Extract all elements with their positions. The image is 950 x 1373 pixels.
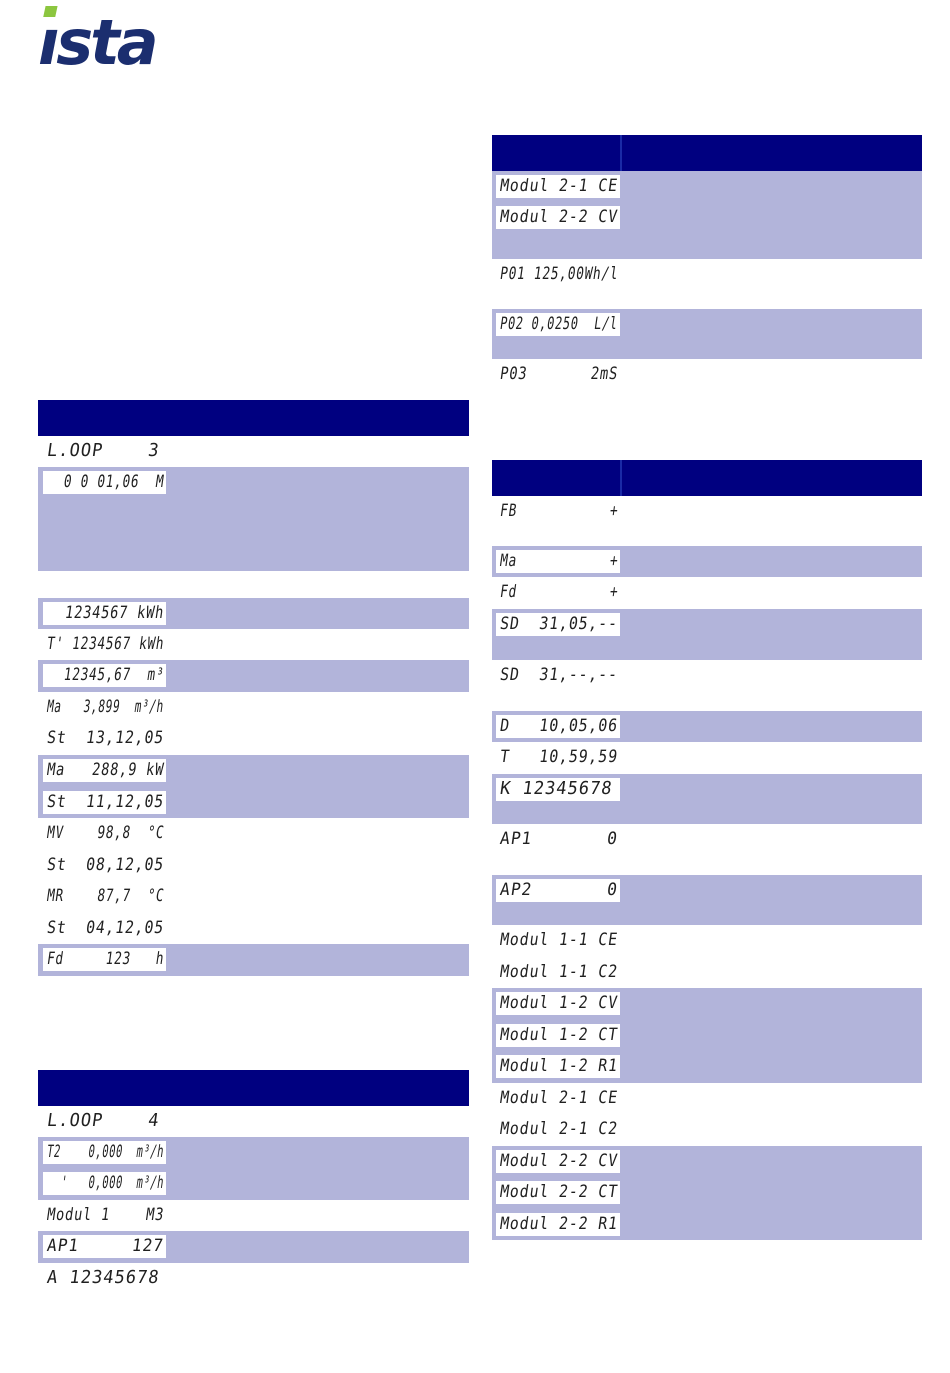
lcd-display-text: P01 125,00Wh/l <box>498 264 620 284</box>
table-row <box>492 824 922 875</box>
table-row <box>492 1051 922 1083</box>
lcd-display-text: Modul 2-2 CV <box>496 1150 620 1173</box>
table-body <box>492 171 922 390</box>
lcd-display-text: Modul 1-2 CT <box>496 1024 620 1047</box>
table-row <box>492 742 922 774</box>
table-row <box>492 660 922 711</box>
lcd-display-text: Modul 2-2 CT <box>496 1181 620 1204</box>
lcd-display-text: St 08,12,05 <box>45 855 166 875</box>
table-row <box>492 711 922 742</box>
table-row <box>492 202 922 259</box>
table-row <box>492 1020 922 1051</box>
lcd-display-text: Ma 3,899 m³/h <box>45 697 166 717</box>
lcd-display-text: P02 0,0250 L/l <box>496 313 620 336</box>
lcd-display-text: AP2 0 <box>496 879 620 902</box>
table-row <box>492 988 922 1020</box>
table-header <box>492 135 922 171</box>
table-row <box>492 171 922 202</box>
lcd-display-text: Modul 1-1 C2 <box>498 962 620 982</box>
lcd-display-text: L.OOP 4 <box>45 1110 161 1132</box>
table-row <box>492 1146 922 1177</box>
left-table-loop-3 <box>38 400 469 976</box>
table-row <box>492 774 922 824</box>
lcd-display-text: St 04,12,05 <box>45 918 166 938</box>
table-row <box>38 1168 469 1200</box>
lcd-display-text: Modul 1-2 R1 <box>496 1055 620 1078</box>
lcd-display-text: St 13,12,05 <box>45 728 166 748</box>
lcd-display-text: MR 87,7 °C <box>45 886 166 906</box>
table-row <box>492 309 922 359</box>
lcd-display-text: T 10,59,59 <box>498 747 620 767</box>
table-row <box>492 875 922 925</box>
table-row <box>38 1137 469 1168</box>
lcd-display-text: Modul 2-2 CV <box>496 206 620 229</box>
table-body <box>492 496 922 1240</box>
table-row <box>492 577 922 609</box>
ista-logo <box>38 4 180 68</box>
table-row <box>492 957 922 988</box>
right-table-pulse <box>492 135 922 390</box>
lcd-display-text: St 11,12,05 <box>43 791 166 814</box>
lcd-display-text: K 12345678 <box>496 778 620 801</box>
lcd-display-text: A 12345678 <box>45 1267 161 1289</box>
table-row <box>492 925 922 957</box>
table-row <box>492 359 922 390</box>
lcd-display-text: 0 0 01,06 M <box>43 471 166 494</box>
lcd-display-text: Modul 2-1 C2 <box>498 1119 620 1139</box>
table-row <box>38 850 469 881</box>
table-row <box>492 1083 922 1114</box>
lcd-display-text: 1234567 kWh <box>43 602 166 625</box>
table-row <box>38 1263 469 1294</box>
table-row <box>38 629 469 660</box>
table-row <box>38 755 469 787</box>
table-body <box>38 436 469 976</box>
lcd-display-text: T2 0,000 m³/h <box>43 1141 166 1164</box>
lcd-display-text: SD 31,05,-- <box>496 613 620 636</box>
table-row <box>38 818 469 850</box>
table-row <box>38 1200 469 1231</box>
table-row <box>38 787 469 818</box>
table-row <box>492 609 922 660</box>
lcd-display-text: Modul 1-1 CE <box>498 930 620 950</box>
lcd-display-text: Fd 123 h <box>43 948 166 971</box>
right-table-service <box>492 460 922 1240</box>
lcd-display-text: T' 1234567 kWh <box>45 634 166 654</box>
lcd-display-text: Modul 2-1 CE <box>496 175 620 198</box>
table-body <box>38 1106 469 1294</box>
table-header <box>492 460 922 496</box>
table-row <box>38 913 469 944</box>
lcd-display-text: MV 98,8 °C <box>45 823 166 843</box>
lcd-display-text: 12345,67 m³ <box>43 664 166 687</box>
table-row <box>38 660 469 692</box>
lcd-display-text: Ma + <box>496 550 620 573</box>
table-row <box>492 546 922 577</box>
table-row <box>38 571 469 598</box>
lcd-display-text: D 10,05,06 <box>496 715 620 738</box>
lcd-display-text: P03 2mS <box>498 364 620 384</box>
lcd-display-text: Modul 1 M3 <box>45 1205 166 1225</box>
table-row <box>38 881 469 913</box>
lcd-display-text: ' 0,000 m³/h <box>43 1172 166 1195</box>
lcd-display-text: Ma 288,9 kW <box>43 759 166 782</box>
table-row <box>492 259 922 309</box>
lcd-display-text: Modul 2-2 R1 <box>496 1213 620 1236</box>
table-row <box>492 1209 922 1240</box>
table-row <box>38 467 469 571</box>
lcd-display-text: AP1 0 <box>498 829 620 849</box>
lcd-display-text: Fd + <box>498 582 620 602</box>
table-row <box>38 723 469 755</box>
lcd-display-text: SD 31,--,-- <box>498 665 620 685</box>
lcd-display-text: Modul 2-1 CE <box>498 1088 620 1108</box>
logo-text: ısta <box>38 6 156 68</box>
table-row <box>38 1231 469 1263</box>
lcd-display-text: FB + <box>498 501 620 521</box>
lcd-display-text: AP1 127 <box>43 1235 166 1258</box>
table-row <box>38 944 469 976</box>
table-header <box>38 1070 469 1106</box>
table-row <box>38 692 469 723</box>
table-row <box>38 436 469 467</box>
table-row <box>492 496 922 546</box>
table-row <box>492 1177 922 1209</box>
table-row <box>38 1106 469 1137</box>
lcd-display-text: Modul 1-2 CV <box>496 992 620 1015</box>
table-row <box>38 598 469 629</box>
left-table-loop-4 <box>38 1070 469 1294</box>
table-row <box>492 1114 922 1146</box>
table-header <box>38 400 469 436</box>
lcd-display-text: L.OOP 3 <box>45 440 161 462</box>
